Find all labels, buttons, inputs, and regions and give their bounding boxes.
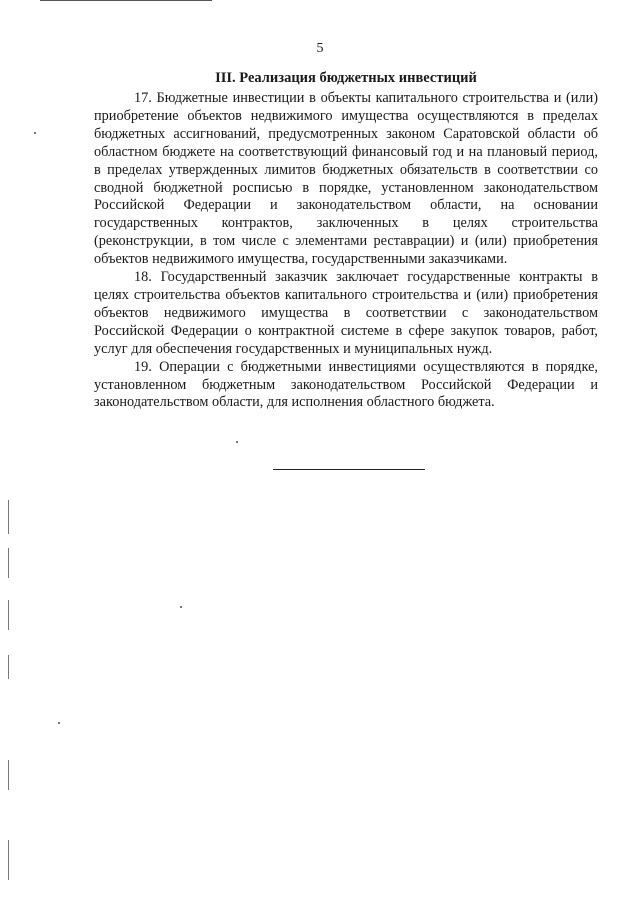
scan-artifact (8, 840, 9, 880)
paragraph-19: 19. Операции с бюджетными инвестициями осуществляются в порядке, установленном бюджетным законодательством Российской Федерации и законодательством области, для исполнения областного бюджета. (94, 358, 598, 411)
scan-artifact (58, 722, 60, 724)
scan-artifact (8, 760, 9, 790)
scan-artifact (180, 606, 182, 608)
document-body (94, 90, 598, 412)
scan-artifact (8, 600, 9, 630)
closing-divider (273, 469, 425, 470)
top-scan-line (40, 0, 212, 1)
section-title: III. Реализация бюджетных инвестиций (215, 70, 477, 86)
paragraph-18: 18. Государственный заказчик заключает государственные контракты в целях строительства объектов капитального строительства и (или) приобретения объектов недвижимого имущества в соответствии с законодательством Российской Федерации о контрактной системе в сфере закупок товаров, работ, услуг для обеспечения государственных и муниципальных нужд. (94, 269, 598, 357)
page-number: 5 (316, 41, 324, 56)
scan-artifact (8, 655, 9, 679)
scan-artifact (236, 441, 238, 443)
paragraph-17: 17. Бюджетные инвестиции в объекты капитального строительства и (или) приобретение объектов недвижимого имущества осуществляются в пределах бюджетных ассигнований, предусмотренных законом Саратовской области об областном бюджете на соответствующий финансовый год и на плановый период, в пределах утвержденных лимитов бюджетных обязательств в соответствии со сводной бюджетной росписью в порядке, установленном законодательством Российской Федерации и законодательством области, на основании государственных контрактов, заключенных в целях строительства (реконструкции, в том числе с элементами реставрации) и (или) приобретения объектов недвижимого имущества, государственными заказчиками. (94, 90, 598, 268)
scan-artifact (8, 548, 9, 578)
scan-artifact (8, 500, 9, 534)
scan-artifact (34, 132, 36, 134)
